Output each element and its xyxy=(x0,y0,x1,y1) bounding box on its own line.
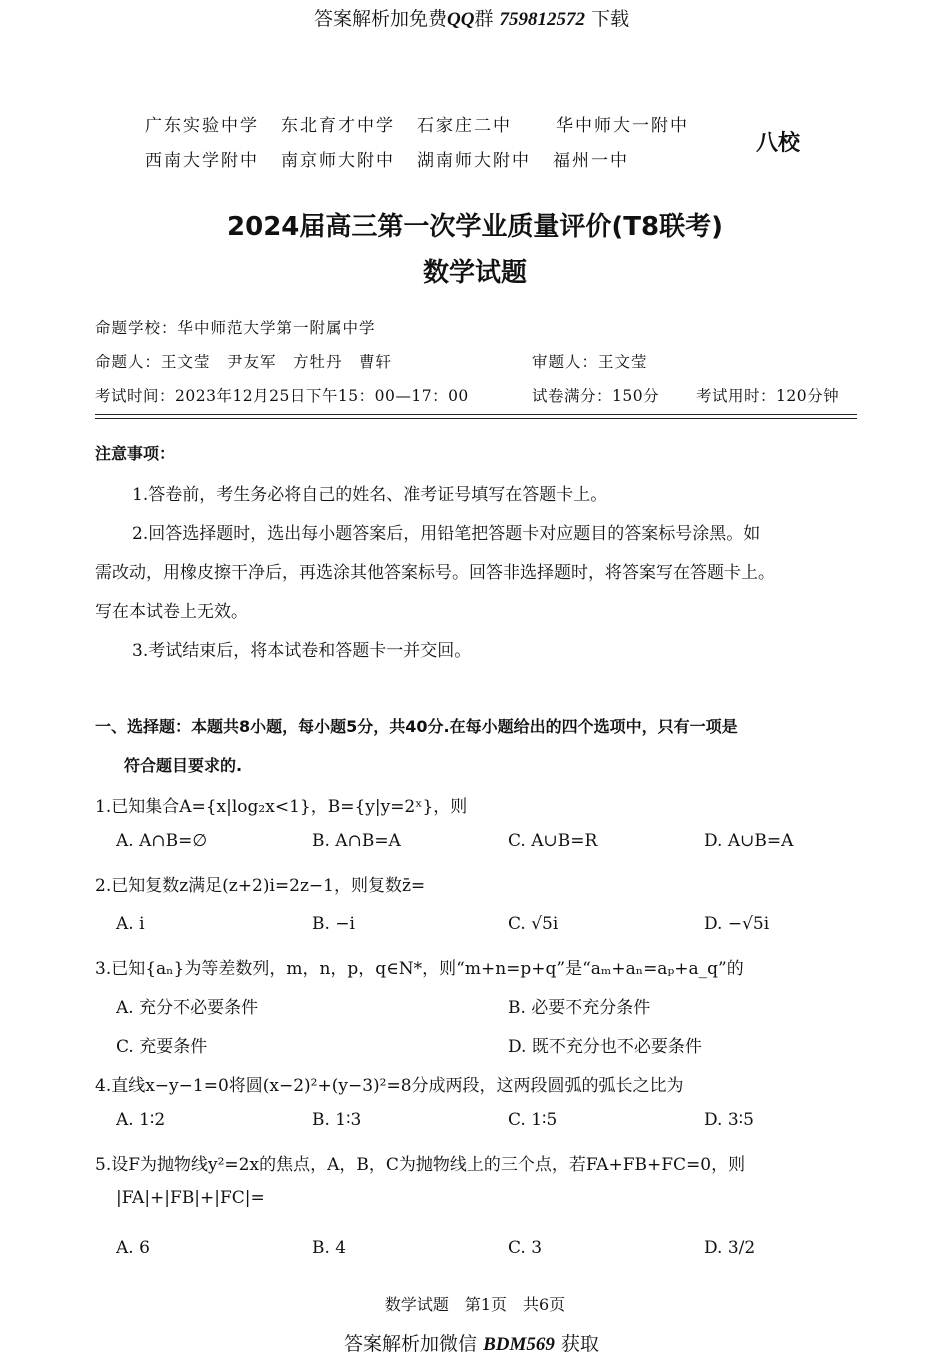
meta-score: 试卷满分：150分 xyxy=(532,387,660,405)
exam-title: 2024届高三第一次学业质量评价(T8联考) xyxy=(227,212,723,242)
q5-option-a: A. 6 xyxy=(116,1238,150,1258)
q1-option-a: A. A∩B=∅ xyxy=(116,831,208,851)
notice-item: 3.考试结束后，将本试卷和答题卡一并交回。 xyxy=(132,641,472,661)
q5-option-d: D. 3/2 xyxy=(704,1238,756,1258)
notice-heading: 注意事项： xyxy=(95,444,176,463)
q3-option-a: A. 充分不必要条件 xyxy=(116,998,259,1018)
meta-duration: 考试用时：120分钟 xyxy=(696,387,840,405)
eight-schools-label: 八校 xyxy=(756,131,801,156)
q3-option-c: C. 充要条件 xyxy=(116,1037,208,1057)
question-3-stem: 3.已知{aₙ}为等差数列，m，n，p，q∈N*，则“m+n=p+q”是“aₘ+aₙ=aₚ+a_q”的 xyxy=(95,959,744,979)
q4-option-d: D. 3∶5 xyxy=(704,1110,754,1130)
q3-option-b: B. 必要不充分条件 xyxy=(508,998,651,1018)
section-heading-cont: 符合题目要求的. xyxy=(124,756,243,775)
notice-item: 1.答卷前，考生务必将自己的姓名、准考证号填写在答题卡上。 xyxy=(132,485,608,505)
meta-authors: 命题人：王文莹 尹友军 方牡丹 曹轩 xyxy=(95,353,393,371)
exam-subject: 数学试题 xyxy=(422,258,527,288)
q1-option-c: C. A∪B=R xyxy=(508,831,598,851)
q4-option-b: B. 1∶3 xyxy=(312,1110,362,1130)
question-1-stem: 1.已知集合A={x|log₂x<1}，B={y|y=2ˣ}，则 xyxy=(95,797,468,817)
q2-option-a: A. i xyxy=(116,914,145,934)
school-row-2: 西南大学附中 南京师大附中 湖南师大附中 福州一中 xyxy=(145,151,629,171)
q1-option-b: B. A∩B=A xyxy=(312,831,401,851)
meta-reviewer: 审题人：王文莹 xyxy=(532,353,648,371)
meta-time: 考试时间：2023年12月25日下午15：00—17：00 xyxy=(95,387,469,405)
page-number: 数学试题 第1页 共6页 xyxy=(384,1295,566,1314)
question-2-stem: 2.已知复数z满足(z+2)i=2z−1，则复数z̄= xyxy=(95,876,426,896)
divider-bottom xyxy=(95,418,857,419)
notice-item: 写在本试卷上无效。 xyxy=(95,602,248,622)
divider-top xyxy=(95,414,857,415)
notice-item: 需改动，用橡皮擦干净后，再选涂其他答案标号。回答非选择题时，将答案写在答题卡上。 xyxy=(95,563,775,583)
q4-option-a: A. 1∶2 xyxy=(116,1110,166,1130)
q2-option-c: C. √5i xyxy=(508,914,559,934)
bottom-watermark: 答案解析加微信 BDM569 获取 xyxy=(344,1333,599,1355)
question-5-stem: 5.设F为抛物线y²=2x的焦点，A，B，C为抛物线上的三个点，若FA+FB+FC=0，则 xyxy=(95,1155,746,1175)
meta-school: 命题学校：华中师范大学第一附属中学 xyxy=(95,319,376,337)
question-4-stem: 4.直线x−y−1=0将圆(x−2)²+(y−3)²=8分成两段，这两段圆弧的弧长之比为 xyxy=(95,1076,684,1096)
q3-option-d: D. 既不充分也不必要条件 xyxy=(508,1037,702,1057)
school-row-1: 广东实验中学 东北育才中学 石家庄二中 华中师大一附中 xyxy=(145,116,689,136)
question-5-stem-cont: |FA|+|FB|+|FC|= xyxy=(116,1188,265,1208)
notice-item: 2.回答选择题时，选出每小题答案后，用铅笔把答题卡对应题目的答案标号涂黑。如 xyxy=(132,524,761,544)
top-watermark: 答案解析加免费QQ群 759812572 下载 xyxy=(314,8,630,30)
q5-option-b: B. 4 xyxy=(312,1238,347,1258)
q2-option-d: D. −√5i xyxy=(704,914,770,934)
section-heading: 一、选择题：本题共8小题，每小题5分，共40分.在每小题给出的四个选项中，只有一项是 xyxy=(95,717,738,736)
q2-option-b: B. −i xyxy=(312,914,355,934)
q1-option-d: D. A∪B=A xyxy=(704,831,794,851)
q4-option-c: C. 1∶5 xyxy=(508,1110,558,1130)
q5-option-c: C. 3 xyxy=(508,1238,543,1258)
